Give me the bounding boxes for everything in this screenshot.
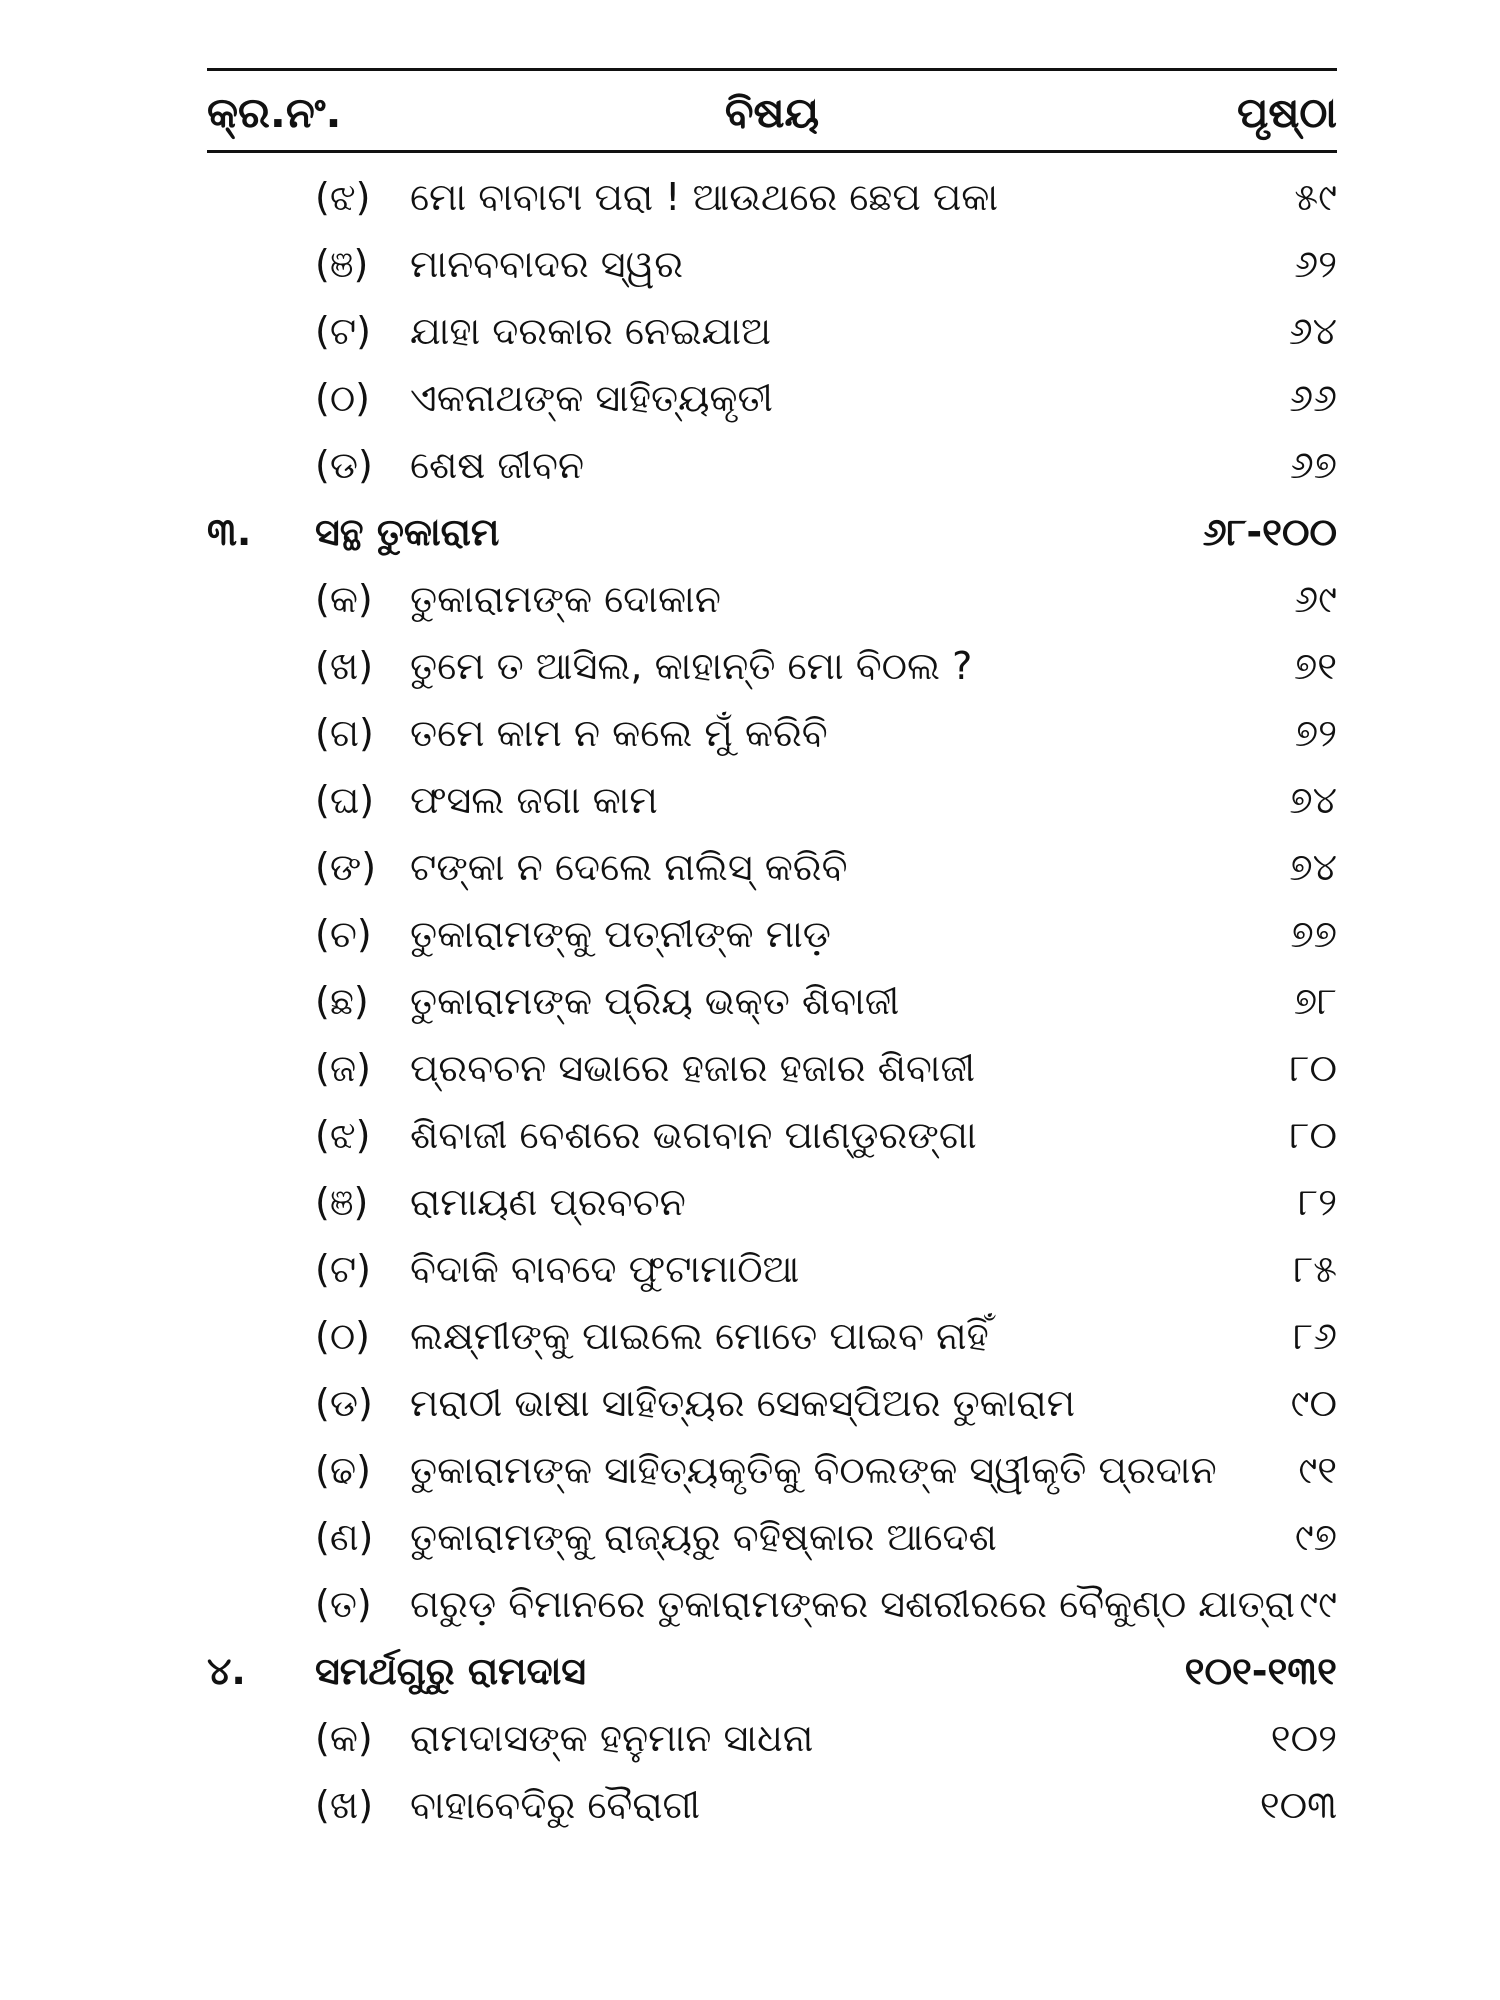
item-title: ରାମଦାସଙ୍କ ହନୁମାନ ସାଧନା <box>410 1716 814 1760</box>
item-title: ତୁକାରାମଙ୍କ ଦୋକାନ <box>410 577 721 621</box>
subject-heading: ବିଷୟ <box>724 88 820 137</box>
item-number: (ଟ) <box>315 309 371 353</box>
entry-row <box>0 633 1500 700</box>
item-number: ୩. <box>207 510 252 554</box>
item-number: (କ) <box>315 1716 373 1760</box>
item-number: (କ) <box>315 577 373 621</box>
entry-row <box>0 1236 1500 1303</box>
item-title: ତୁକାରାମଙ୍କ ପ୍ରିୟ ଭକ୍ତ ଶିବାଜୀ <box>410 979 900 1023</box>
entry-row <box>0 298 1500 365</box>
item-page: ୮୦ <box>1289 1046 1337 1090</box>
item-title: ଲକ୍ଷ୍ମୀଙ୍କୁ ପାଇଲେ ମୋତେ ପାଇବ ନାହିଁ <box>410 1314 989 1358</box>
serial-number-heading: କ୍ର.ନଂ. <box>207 88 342 137</box>
item-page: ୭୨ <box>1294 711 1337 755</box>
item-page: ୬୯ <box>1294 577 1337 621</box>
item-number: (ଣ) <box>315 1515 374 1559</box>
entry-row <box>0 700 1500 767</box>
entry-row <box>0 1370 1500 1437</box>
entry-row <box>0 566 1500 633</box>
item-page: ୭୪ <box>1289 845 1337 889</box>
item-title: ତୁକାରାମଙ୍କ ସାହିତ୍ୟକୃତିକୁ ବିଠଲଙ୍କ ସ୍ୱୀକୃତି ପ୍ରଦାନ <box>410 1448 1217 1492</box>
item-page: ୯୧ <box>1298 1448 1337 1492</box>
section-row <box>0 1638 1500 1705</box>
item-page: ୭୮ <box>1293 979 1337 1023</box>
item-number: (ଛ) <box>315 979 369 1023</box>
item-title: ସମର୍ଥଗୁରୁ ରାମଦାସ <box>315 1649 587 1693</box>
item-number: (ଖ) <box>315 1783 374 1827</box>
entry-row <box>0 1504 1500 1571</box>
item-page: ୭୭ <box>1290 912 1337 956</box>
item-title: ତୁମେ ତ ଆସିଲ, କାହାନ୍ତି ମୋ ବିଠଲ ? <box>410 644 973 688</box>
item-number: (ଡ) <box>315 443 373 487</box>
entry-row <box>0 1705 1500 1772</box>
item-title: ଫସଲ ଜଗା କାମ <box>410 778 658 822</box>
item-page: ୯୭ <box>1294 1515 1337 1559</box>
entry-row <box>0 1303 1500 1370</box>
item-page: ୫୯ <box>1294 175 1337 219</box>
table-of-contents <box>0 164 1500 1839</box>
item-number: (ଞ) <box>315 242 369 286</box>
item-title: ତୁକାରାମଙ୍କୁ ରାଜ୍ୟରୁ ବହିଷ୍କାର ଆଦେଶ <box>410 1515 997 1559</box>
table-header <box>207 88 1337 144</box>
item-page: ୬୬ <box>1289 376 1337 420</box>
page-heading: ପୃଷ୍ଠା <box>1236 88 1337 137</box>
item-page: ୧୦୧-୧୩୧ <box>1184 1649 1337 1693</box>
item-page: ୬୮-୧୦୦ <box>1202 510 1337 554</box>
item-page: ୬୭ <box>1289 443 1337 487</box>
entry-row <box>0 164 1500 231</box>
item-page: ୬୪ <box>1288 309 1337 353</box>
item-title: ମୋ ବାବାଟା ପରା ! ଆଉଥରେ ଛେପ ପକା <box>410 175 999 219</box>
item-page: ୬୨ <box>1294 242 1337 286</box>
item-number: (ଖ) <box>315 644 374 688</box>
item-number: (ତ) <box>315 1582 372 1626</box>
item-page: ୮୫ <box>1293 1247 1337 1291</box>
item-title: ପ୍ରବଚନ ସଭାରେ ହଜାର ହଜାର ଶିବାଜୀ <box>410 1046 976 1090</box>
item-page: ୯୦ <box>1290 1381 1337 1425</box>
entry-row <box>0 231 1500 298</box>
item-title: ବାହାବେଦିରୁ ବୈରାଗୀ <box>410 1783 701 1827</box>
item-page: ୯୯ <box>1299 1582 1337 1626</box>
item-page: ୧୦୨ <box>1270 1716 1337 1760</box>
entry-row <box>0 1169 1500 1236</box>
item-number: ୪. <box>207 1649 246 1693</box>
top-rule <box>207 68 1337 71</box>
item-number: (ଚ) <box>315 912 372 956</box>
item-page: ୭୪ <box>1289 778 1337 822</box>
item-title: ମାନବବାଦର ସ୍ୱର <box>410 242 684 286</box>
item-page: ୧୦୩ <box>1259 1783 1337 1827</box>
item-title: ଯାହା ଦରକାର ନେଇଯାଅ <box>410 309 772 353</box>
entry-row <box>0 834 1500 901</box>
item-number: (ଢ) <box>315 1448 371 1492</box>
header-rule <box>207 150 1337 153</box>
item-title: ମରାଠୀ ଭାଷା ସାହିତ୍ୟର ସେକସ୍‌ପିଅର ତୁକାରାମ <box>410 1381 1076 1425</box>
item-title: ଏକନାଥଙ୍କ ସାହିତ୍ୟକୃତୀ <box>410 376 773 420</box>
entry-row <box>0 1772 1500 1839</box>
item-page: ୮୨ <box>1298 1180 1337 1224</box>
item-number: (ଘ) <box>315 778 375 822</box>
item-title: ସନ୍ଥ ତୁକାରାମ <box>315 510 500 554</box>
item-page: ୮୦ <box>1289 1113 1337 1157</box>
item-title: ତମେ କାମ ନ କଲେ ମୁଁ କରିବି <box>410 711 828 755</box>
entry-row <box>0 1035 1500 1102</box>
item-page: ୭୧ <box>1293 644 1337 688</box>
item-number: (ଜ) <box>315 1046 371 1090</box>
item-title: ତୁକାରାମଙ୍କୁ ପତ୍ନୀଙ୍କ ମାଡ଼ <box>410 912 831 956</box>
entry-row <box>0 1437 1500 1504</box>
entry-row <box>0 1102 1500 1169</box>
item-number: (ଝ) <box>315 1113 371 1157</box>
item-title: ରାମାୟଣ ପ୍ରବଚନ <box>410 1180 686 1224</box>
item-number: (ଝ) <box>315 175 371 219</box>
item-title: ବିଦାକି ବାବଦେ ଫୁଟାମାଠିଆ <box>410 1247 800 1291</box>
section-row <box>0 499 1500 566</box>
item-title: ଗରୁଡ଼ ବିମାନରେ ତୁକାରାମଙ୍କର ସଶରୀରରେ ବୈକୁଣ୍ଠ ଯାତ୍ରା <box>410 1582 1295 1626</box>
entry-row <box>0 432 1500 499</box>
entry-row <box>0 968 1500 1035</box>
item-number: (ଗ) <box>315 711 374 755</box>
item-title: ଟଙ୍କା ନ ଦେଲେ ନାଲିସ୍ କରିବି <box>410 845 848 889</box>
item-number: (ଡ) <box>315 1381 373 1425</box>
entry-row <box>0 1571 1500 1638</box>
item-page: ୮୬ <box>1293 1314 1337 1358</box>
item-title: ଶେଷ ଜୀବନ <box>410 443 585 487</box>
item-title: ଶିବାଜୀ ବେଶରେ ଭଗବାନ ପାଣ୍ଡୁରଙ୍ଗା <box>410 1113 977 1157</box>
entry-row <box>0 901 1500 968</box>
item-number: (ଠ) <box>315 1314 370 1358</box>
entry-row <box>0 365 1500 432</box>
item-number: (ଠ) <box>315 376 370 420</box>
item-number: (ଟ) <box>315 1247 371 1291</box>
item-number: (ଞ) <box>315 1180 369 1224</box>
entry-row <box>0 767 1500 834</box>
item-number: (ଙ) <box>315 845 377 889</box>
